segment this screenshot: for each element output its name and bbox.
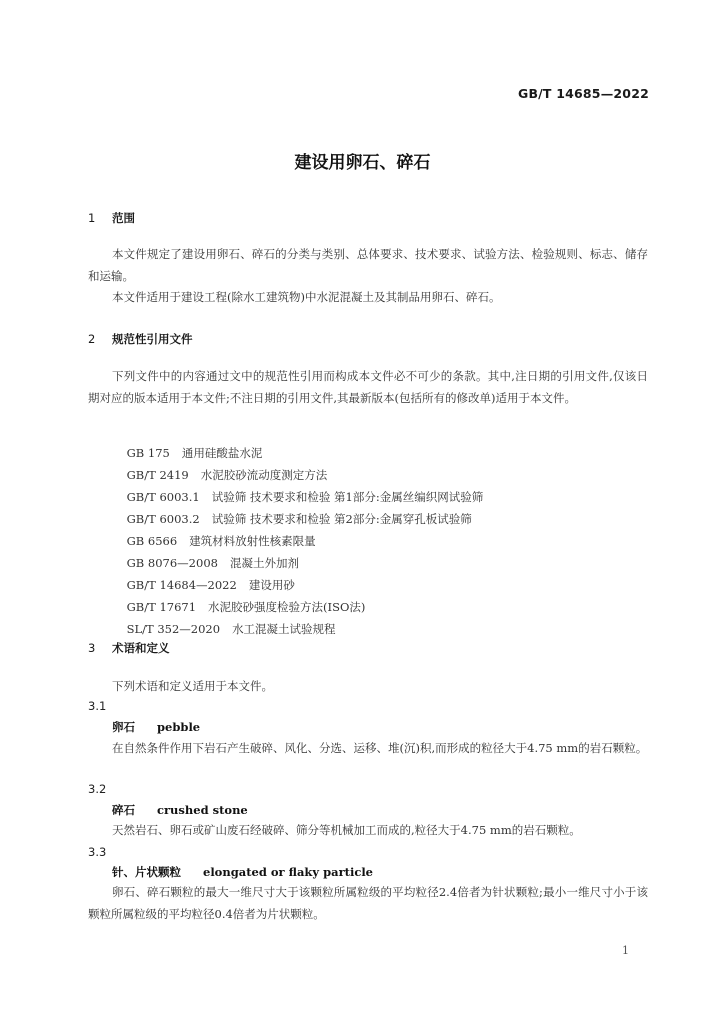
scope-paragraph-1: 本文件规定了建设用卵石、碎石的分类与类别、总体要求、技术要求、试验方法、检验规则、标志、储存和运输。 bbox=[88, 247, 648, 283]
reference-code: GB 175 bbox=[126, 446, 170, 460]
page-number: 1 bbox=[622, 944, 629, 957]
term-en: elongated or flaky particle bbox=[203, 865, 374, 879]
section-number: 3 bbox=[88, 641, 96, 655]
term-definition: 天然岩石、卵石或矿山废石经破碎、筛分等机械加工而成的,粒径大于4.75 mm的岩石颗粒。 bbox=[112, 823, 581, 837]
reference-title: 建筑材料放射性核素限量 bbox=[189, 534, 316, 548]
reference-title: 试验筛 技术要求和检验 第2部分:金属穿孔板试验筛 bbox=[211, 512, 472, 526]
reference-code: GB 8076—2008 bbox=[126, 556, 218, 570]
reference-code: GB/T 14684—2022 bbox=[126, 578, 237, 592]
reference-title: 建设用砂 bbox=[248, 578, 295, 592]
reference-title: 水泥胶砂强度检验方法(ISO法) bbox=[208, 600, 366, 614]
term-heading bbox=[112, 864, 373, 880]
standard-number: GB/T 14685—2022 bbox=[517, 86, 649, 101]
clause-number: 3.2 bbox=[88, 782, 107, 796]
document-title: 建设用卵石、碎石 bbox=[294, 153, 431, 173]
terms-intro: 下列术语和定义适用于本文件。 bbox=[112, 679, 273, 693]
reference-code: GB/T 6003.1 bbox=[126, 490, 200, 504]
section-heading-scope bbox=[88, 210, 135, 226]
term-definition: 在自然条件作用下岩石产生破碎、风化、分选、运移、堆(沉)积,而形成的粒径大于4.75 mm的岩石颗粒。 bbox=[112, 741, 648, 755]
reference-title: 混凝土外加剂 bbox=[229, 556, 299, 570]
reference-title: 水泥胶砂流动度测定方法 bbox=[200, 468, 328, 482]
section-heading-references bbox=[88, 331, 193, 347]
term-zh: 碎石 bbox=[112, 803, 135, 817]
term-definition: 卵石、碎石颗粒的最大一维尺寸大于该颗粒所属粒级的平均粒径2.4倍者为针状颗粒;最小一维尺寸小于该颗粒所属粒级的平均粒径0.4倍者为片状颗粒。 bbox=[88, 885, 648, 921]
reference-code: GB/T 2419 bbox=[126, 468, 189, 482]
references-intro: 下列文件中的内容通过文中的规范性引用而构成本文件必不可少的条款。其中,注日期的引用文件,仅该日期对应的版本适用于本文件;不注日期的引用文件,其最新版本(包括所有的修改单)适用于本文件。 bbox=[88, 369, 648, 405]
section-title: 范围 bbox=[112, 211, 136, 225]
section-number: 1 bbox=[88, 211, 96, 225]
term-heading bbox=[112, 719, 200, 735]
term-en: crushed stone bbox=[157, 803, 248, 817]
term-zh: 针、片状颗粒 bbox=[112, 865, 181, 879]
term-en: pebble bbox=[157, 720, 201, 734]
term-zh: 卵石 bbox=[112, 720, 135, 734]
reference-title: 试验筛 技术要求和检验 第1部分:金属丝编织网试验筛 bbox=[211, 490, 484, 504]
clause-number: 3.3 bbox=[88, 845, 107, 859]
term-heading bbox=[112, 802, 248, 818]
reference-code: GB 6566 bbox=[126, 534, 178, 548]
section-title: 术语和定义 bbox=[112, 641, 170, 655]
reference-title: 通用硅酸盐水泥 bbox=[181, 446, 263, 460]
section-number: 2 bbox=[88, 332, 96, 346]
reference-title: 水工混凝土试验规程 bbox=[232, 622, 336, 636]
section-title: 规范性引用文件 bbox=[112, 332, 193, 346]
clause-number: 3.1 bbox=[88, 699, 107, 713]
reference-code: GB/T 6003.2 bbox=[126, 512, 200, 526]
scope-paragraph-2: 本文件适用于建设工程(除水工建筑物)中水泥混凝土及其制品用卵石、碎石。 bbox=[112, 290, 501, 304]
reference-code: GB/T 17671 bbox=[126, 600, 197, 614]
reference-code: SL/T 352—2020 bbox=[126, 622, 221, 636]
section-heading-terms bbox=[88, 640, 170, 656]
